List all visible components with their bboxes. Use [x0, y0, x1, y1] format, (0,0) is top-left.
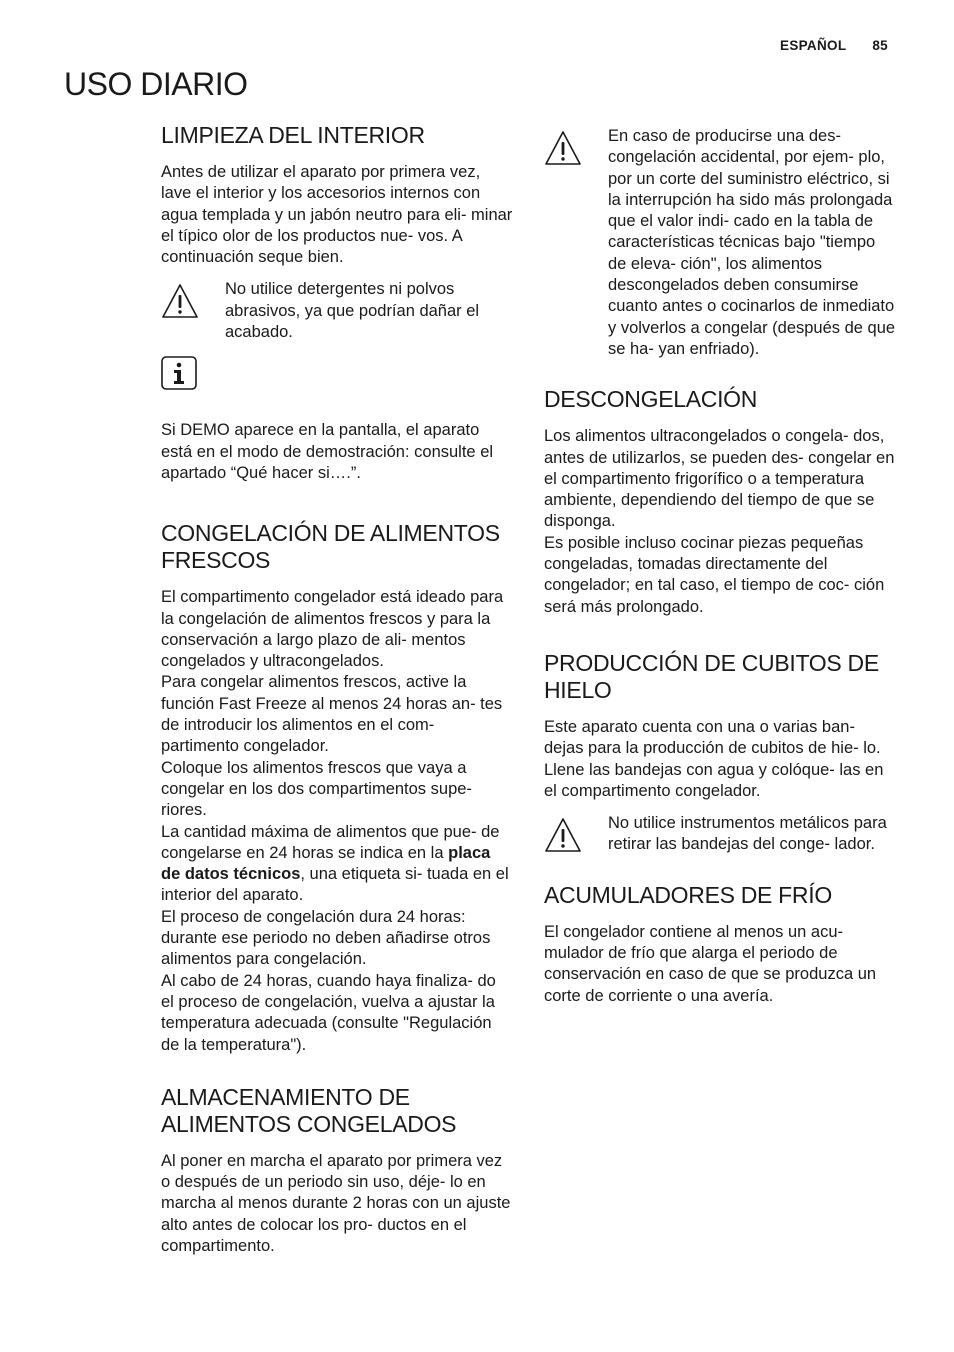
warning-text: No utilice detergentes ni polvos abrasivos, ya que podrían dañar el acabado.: [225, 280, 480, 342]
text-run: La cantidad máxima de alimentos que pue- de congelarse en 24 horas se indica en la: [161, 822, 500, 862]
section-acumuladores: [544, 882, 896, 1007]
section-heading: LIMPIEZA DEL INTERIOR: [161, 122, 425, 148]
section-limpieza: [161, 122, 513, 484]
left-column: [161, 122, 513, 1289]
info-text: Si DEMO aparece en la pantalla, el aparato está en el modo de demostración: consulte el apartado “Qué hacer si….”.: [161, 421, 494, 482]
section-heading: CONGELACIÓN DE ALIMENTOS FRESCOS: [161, 520, 500, 574]
paragraph: El proceso de congelación dura 24 horas: durante ese periodo no deben añadirse otros alimentos para congelación.: [161, 907, 491, 969]
warning-note: [544, 813, 896, 856]
page-title: USO DIARIO: [64, 66, 248, 102]
text-run: , una etiqueta si- tuada en el interior del aparato.: [161, 865, 509, 905]
warning-icon: [161, 283, 199, 319]
warning-text: No utilice instrumentos metálicos para retirar las bandejas del conge- lador.: [608, 814, 887, 854]
paragraph: El compartimento congelador está ideado para la congelación de alimentos frescos y para la conservación a largo plazo de ali- mentos congelados y ultracongelados.: [161, 588, 504, 671]
warning-icon: [544, 817, 582, 853]
section-heading: ALMACENAMIENTO DE ALIMENTOS CONGELADOS: [161, 1083, 457, 1137]
warning-icon: [544, 130, 582, 166]
paragraph: Al cabo de 24 horas, cuando haya finaliza- do el proceso de congelación, vuelva a ajustar la temperatura adecuada (consulte "Regulación de la temperatura").: [161, 971, 496, 1054]
paragraph: Antes de utilizar el aparato por primera vez, lave el interior y los accesorios internos con agua templada y un jabón neutro para eli- minar el típico olor de los productos nue- vos. A continuación seque bien.: [161, 163, 513, 267]
paragraph: Coloque los alimentos frescos que vaya a congelar en los dos compartimentos supe- riores.: [161, 758, 472, 820]
section-almacenamiento: [161, 1084, 513, 1257]
section-congelacion: [161, 520, 513, 1056]
bold-term: placa de datos técnicos: [161, 843, 491, 884]
section-heading: PRODUCCIÓN DE CUBITOS DE HIELO: [544, 649, 879, 703]
paragraph: Para congelar alimentos frescos, active la función Fast Freeze al menos 24 horas an- tes de introducir los alimentos en el com- partimento congelador.: [161, 673, 503, 756]
section-cubitos: [544, 650, 896, 856]
page-header: [780, 38, 888, 53]
paragraph: Es posible incluso cocinar piezas pequeñas congeladas, tomadas directamente del congelador; en tal caso, el tiempo de coc- ción será más prolongado.: [544, 533, 885, 616]
language-label: ESPAÑOL: [780, 38, 847, 53]
paragraph: Los alimentos ultracongelados o congela- dos, antes de utilizarlos, se pueden des- congelar en el compartimento frigorífico o a temperatura ambiente, dependiendo del tiempo de que se disponga.: [544, 427, 895, 531]
paragraph: [161, 822, 513, 907]
info-icon: [161, 356, 197, 390]
warning-note: [544, 126, 896, 360]
section-heading: DESCONGELACIÓN: [544, 386, 758, 413]
section-heading: ACUMULADORES DE FRÍO: [544, 881, 832, 908]
warning-text: En caso de producirse una des- congelación accidental, por ejem- plo, por un corte del suministro eléctrico, si la interrupción ha sido más prolongada que el valor indi- cado en la tabla de características técnicas bajo "tiempo de eleva- ción", los alimentos descongelados deben consumirse cuanto antes o cocinarlos de inmediato y volverlos a congelar (después de que se ha- yan enfriado).: [608, 127, 896, 358]
paragraph: El congelador contiene al menos un acu- mulador de frío que alarga el periodo de conservación en caso de que se produzca un corte de corriente o una avería.: [544, 922, 877, 1005]
paragraph: Al poner en marcha el aparato por primera vez o después de un periodo sin uso, déje- lo en marcha al menos durante 2 horas con un ajuste alto antes de colocar los pro- ductos en el compartimento.: [161, 1151, 511, 1255]
section-descongelacion: [544, 386, 896, 618]
paragraph: Este aparato cuenta con una o varias ban- dejas para la producción de cubitos de hie- lo. Llene las bandejas con agua y colóque- las en el compartimento congelador.: [544, 717, 884, 800]
right-column: [544, 126, 896, 1039]
warning-note: [161, 279, 513, 343]
page-number: 85: [872, 38, 888, 53]
